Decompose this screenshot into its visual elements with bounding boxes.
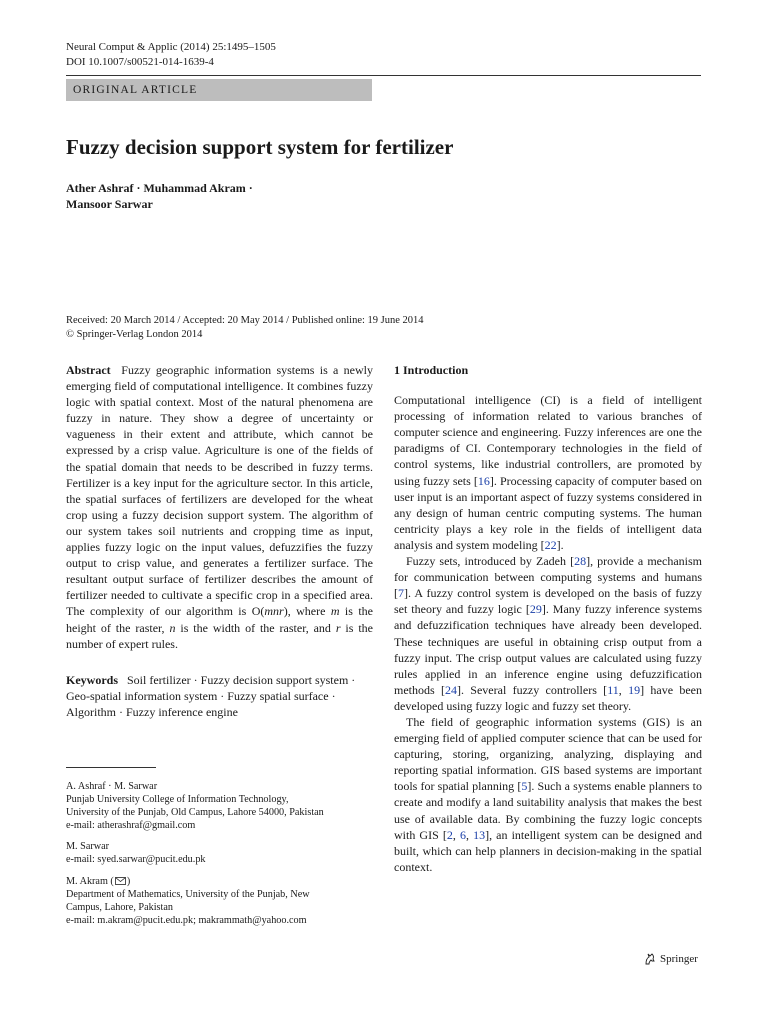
paragraph-text: ]. Such a systems enable planners to create and modify a land suitability analysis that makes the best use of available data. By combining the fuzzy logic concepts with GIS [ — [394, 779, 702, 842]
citation-link[interactable]: 29 — [529, 602, 542, 617]
citation-link[interactable]: 2 — [446, 827, 453, 842]
intro-paragraph-3 — [394, 714, 702, 875]
affiliation-names: M. Sarwar — [66, 841, 110, 853]
abstract-text-e: is the number of expert rules. — [66, 620, 373, 651]
paragraph-text: Fuzzy sets, introduced by Zadeh [ — [406, 554, 575, 569]
paragraph-text: ]. Processing capacity of computer based on user input is an important aspect of fuzzy systems considered in any design of human centric computing systems. The human centricity plays a key role in the fields of intelligent data analysis and system modeling [ — [394, 473, 702, 552]
doi[interactable]: DOI 10.1007/s00521-014-1639-4 — [66, 56, 214, 68]
paragraph-text: ], provide a mechanism for communication between computing systems and humans [ — [394, 554, 702, 601]
paragraph-text: ] have been developed using fuzzy logic and fuzzy set theory. — [394, 682, 702, 713]
abstract-var-n: n — [169, 620, 176, 635]
publisher-name: Springer — [660, 953, 698, 965]
citation-link[interactable]: 24 — [444, 682, 457, 697]
abstract-var-mnr: mnr — [264, 604, 284, 619]
citation-link[interactable]: 13 — [473, 827, 486, 842]
paragraph-text: Computational intelligence (CI) is a field of intelligent processing of information related to various branches of computer science and engineering. Fuzzy inferences are one the paradigms of CI. Contemporary technologies in the field of control systems, like industrial controllers, are promoted by using fuzzy sets [ — [394, 393, 702, 488]
citation-link[interactable]: 16 — [477, 473, 490, 488]
paragraph-text: ]. Many fuzzy inference systems and defuzzification techniques have already been developed. These techniques are useful in obtaining crisp output from a fuzzy input. The crisp output values are calculated using fuzzy rules applied in an inference engine using defuzzification methods [ — [394, 602, 702, 697]
keywords — [66, 672, 373, 720]
affiliation-address: Punjab University College of Information Technology, — [66, 794, 289, 806]
corresponding-author-close: ) — [126, 875, 131, 887]
corresponding-author — [66, 875, 376, 888]
section-heading-introduction: 1 Introduction — [394, 363, 469, 377]
affiliation-address: Department of Mathematics, University of the Punjab, New — [66, 888, 310, 900]
paragraph-text: ], an intelligent system can be designed and built, which can help planners in decision-making in the spatial context. — [394, 827, 703, 874]
publisher-logo — [643, 952, 698, 966]
springer-horse-icon — [643, 952, 657, 966]
abstract-text-b: ), where — [283, 604, 331, 619]
affiliation-rule — [66, 767, 156, 768]
article-title: Fuzzy decision support system for fertilizer — [66, 135, 454, 159]
article-type-badge: ORIGINAL ARTICLE — [66, 79, 372, 101]
email-link[interactable]: e-mail: syed.sarwar@pucit.edu.pk — [66, 854, 206, 866]
paragraph-text: The field of geographic information systems (GIS) is an emerging field of applied computer science that can be used for capturing, storing, organizing, analyzing, displaying and reporting spatial information. GIS based systems are important tools for spatial planning [ — [394, 714, 702, 794]
keywords-text: Soil fertilizer · Fuzzy decision support system · Geo-spatial information system · Fuzzy spatial surface · Algorithm · Fuzzy inference engine — [66, 672, 356, 719]
email-link[interactable]: e-mail: atherashraf@gmail.com — [66, 820, 196, 832]
paragraph-text: ]. Several fuzzy controllers [ — [456, 682, 608, 697]
abstract — [66, 362, 373, 652]
keywords-label: Keywords — [66, 672, 118, 687]
email-link[interactable]: e-mail: m.akram@pucit.edu.pk; makrammath@yahoo.com — [66, 914, 307, 926]
paragraph-text: , — [452, 827, 460, 842]
affiliation-1 — [66, 780, 376, 832]
paragraph-text: ]. A fuzzy control system is developed on the basis of fuzzy set theory and fuzzy logic [ — [394, 586, 702, 617]
paragraph-text: ]. — [556, 537, 564, 552]
abstract-text-d: is the width of the raster, and — [175, 620, 336, 635]
intro-paragraph-2 — [394, 553, 702, 714]
intro-paragraph-1 — [394, 392, 702, 553]
citation-link[interactable]: 6 — [459, 827, 466, 842]
abstract-text-c: is the height of the raster, — [66, 604, 374, 635]
affiliations — [66, 780, 376, 935]
copyright-line: © Springer-Verlag London 2014 — [66, 329, 203, 340]
journal-citation: Neural Comput & Applic (2014) 25:1495–1505 — [66, 41, 276, 53]
envelope-icon — [115, 877, 126, 885]
affiliation-address: University of the Punjab, Old Campus, Lahore 54000, Pakistan — [66, 807, 324, 819]
citation-link[interactable]: 22 — [544, 537, 557, 552]
paragraph-text: , — [618, 682, 629, 697]
citation-link[interactable]: 28 — [574, 554, 587, 569]
affiliation-2 — [66, 840, 376, 866]
abstract-text-a: Fuzzy geographic information systems is a newly emerging field of computational intelligence. It combines fuzzy logic with spatial context. Most of the natural phenomena are fuzzy in nature. They show a degree of uncertainty or vagueness in their extent and attribute, which cannot be expressed by a crisp value. Agriculture is one of the fields of the spatial domain that needs to be described in fuzzy terms. Fertilizer is a key input for the agriculture sector. In this article, the spatial surfaces of fertilizers are developed for the wheat crop using a fuzzy decision support system. The algorithm of our system takes soil nutrients and cropping time as input, applies fuzzy logic on the input values, defuzzifies the fuzzy output to crisp value, and generates a fertilizer surface. The resultant output surface of fertilizer describes the amount of fertilizer needed to cultivate a specific crop in a specified area. The complexity of our algorithm is O( — [66, 363, 374, 619]
author-line-2: Mansoor Sarwar — [66, 197, 153, 211]
affiliation-names: A. Ashraf · M. Sarwar — [66, 781, 158, 792]
author-list — [66, 180, 466, 212]
citation-link[interactable]: 5 — [521, 779, 528, 794]
affiliation-address: Campus, Lahore, Pakistan — [66, 901, 173, 913]
abstract-var-m: m — [330, 604, 340, 619]
left-column — [66, 362, 373, 720]
journal-header — [66, 40, 276, 70]
citation-link[interactable]: 11 — [607, 682, 619, 697]
header-rule — [66, 75, 701, 76]
abstract-var-r: r — [335, 620, 341, 635]
right-column — [394, 362, 702, 875]
citation-link[interactable]: 19 — [628, 682, 641, 697]
dates-line: Received: 20 March 2014 / Accepted: 20 May 2014 / Published online: 19 June 2014 — [66, 315, 424, 326]
corresponding-author-name: M. Akram ( — [66, 875, 114, 887]
author-line-1: Ather Ashraf · Muhammad Akram · — [66, 181, 253, 195]
affiliation-3 — [66, 875, 376, 927]
publication-dates — [66, 314, 706, 342]
abstract-label: Abstract — [66, 363, 111, 377]
citation-link[interactable]: 7 — [398, 586, 404, 601]
paragraph-text: , — [465, 827, 474, 842]
